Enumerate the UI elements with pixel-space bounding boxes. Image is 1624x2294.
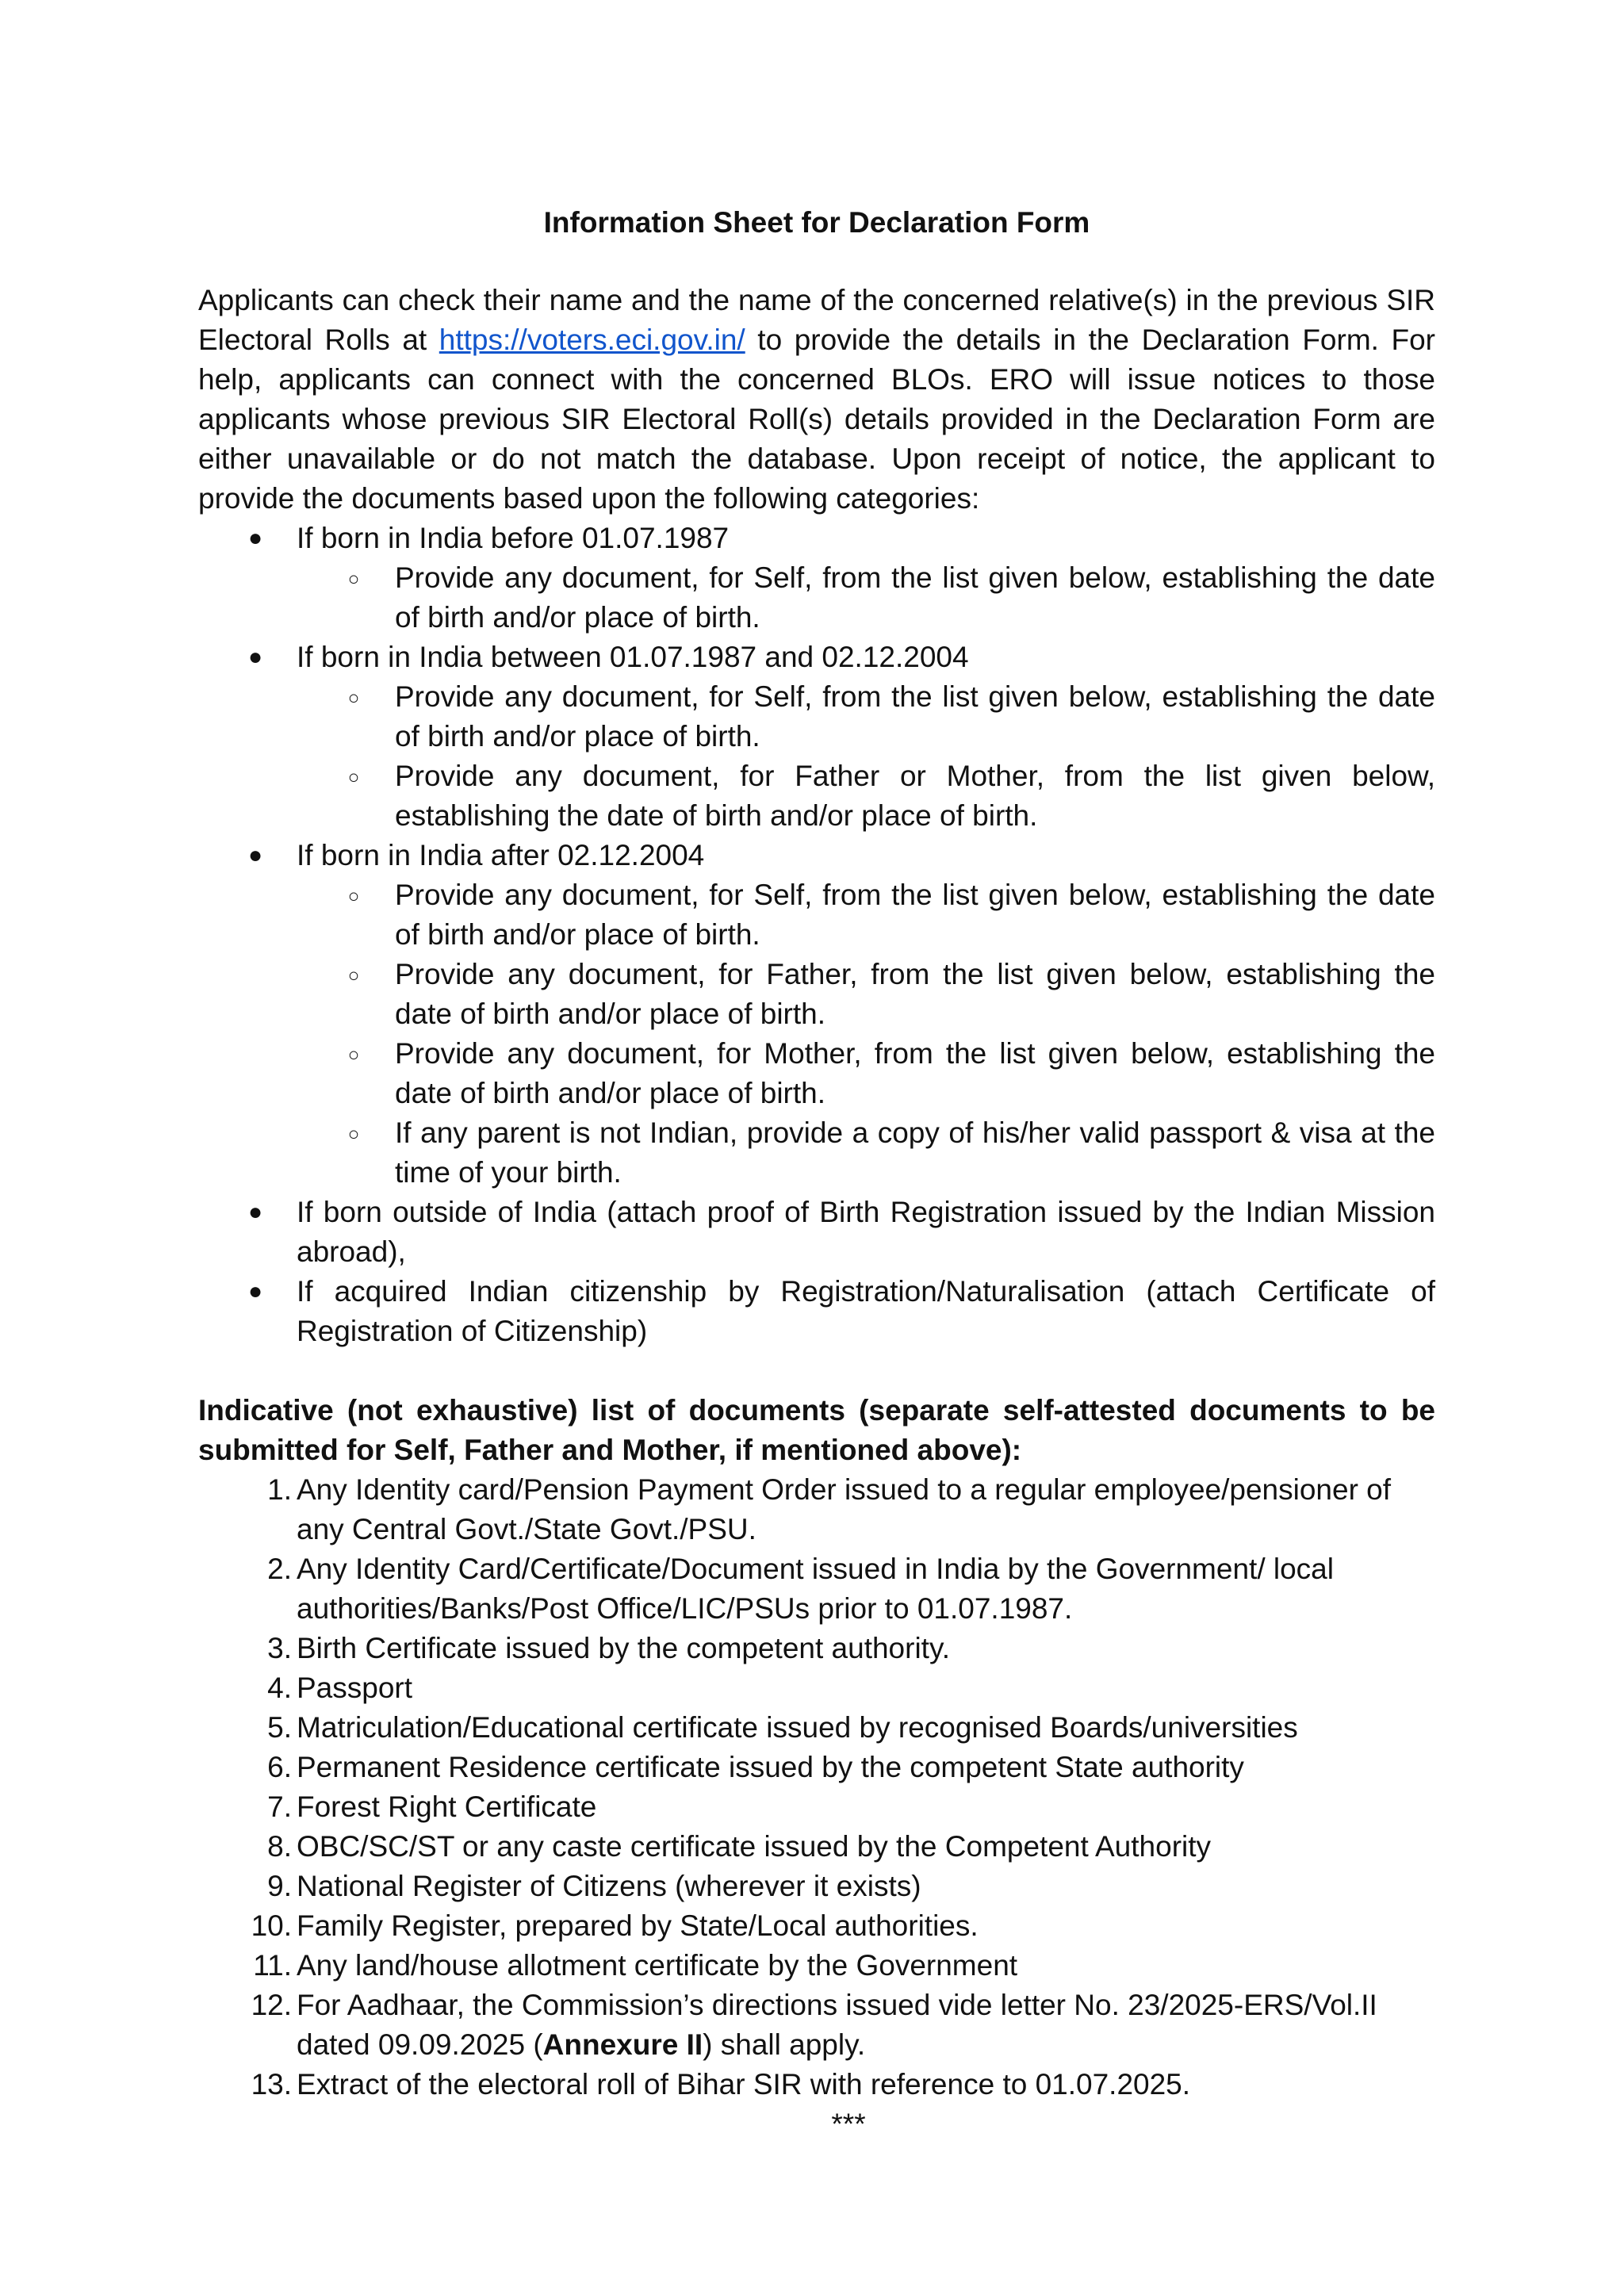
bullet-icon: ● (247, 842, 263, 868)
document-text-end: ) shall apply. (703, 2028, 866, 2061)
category-label: If acquired Indian citizenship by Registration/Naturalisation (attach Certificate of Registration of Citizenship) (297, 1275, 1435, 1347)
sub-item-text: Provide any document, for Self, from the list given below, establishing the date of birth and/or place of birth. (395, 879, 1435, 951)
document-text: National Register of Citizens (wherever it exists) (297, 1870, 921, 1902)
category-item (198, 519, 1435, 638)
document-text: For Aadhaar, the Commission’s directions issued vide letter No. 23/2025-ERS/Vol.II dated 09.09.2025 ( (297, 1989, 1377, 2061)
category-label: If born in India after 02.12.2004 (297, 839, 705, 871)
sub-item (297, 756, 1435, 836)
bullet-icon: ● (247, 1199, 263, 1225)
category-item (198, 1272, 1435, 1351)
documents-list (198, 1470, 1435, 2104)
document-number: 7. (267, 1790, 292, 1823)
intro-paragraph (198, 281, 1435, 519)
sub-list (297, 677, 1435, 836)
document-number: 12. (251, 1989, 292, 2021)
circle-bullet-icon: ○ (347, 687, 360, 709)
sub-item-text: Provide any document, for Father or Mother, from the list given below, establishing the date of birth and/or place of birth. (395, 760, 1435, 832)
document-item (198, 1946, 1435, 1986)
document-number: 13. (251, 2068, 292, 2101)
document-item (198, 1867, 1435, 1906)
annexure-reference: Annexure II (542, 2028, 703, 2061)
document-text: Any land/house allotment certificate by the Government (297, 1949, 1018, 1982)
bullet-icon: ● (247, 644, 263, 670)
category-item (198, 836, 1435, 1193)
page-title: Information Sheet for Declaration Form (543, 206, 1090, 239)
document-number: 11. (253, 1949, 292, 1982)
sub-item (297, 955, 1435, 1034)
document-number: 10. (251, 1909, 292, 1942)
sub-item-text: Provide any document, for Self, from the list given below, establishing the date of birth and/or place of birth. (395, 561, 1435, 634)
document-page (198, 203, 1435, 2144)
intro-text-before: Applicants can check their name and the name of the concerned relative(s) in the previous SIR Electoral Rolls at (198, 284, 1435, 356)
category-list (198, 519, 1435, 1351)
document-item (198, 2065, 1435, 2104)
documents-heading: Indicative (not exhaustive) list of documents (separate self-attested documents to be submitted for Self, Father and Mother, if mentioned above): (198, 1394, 1435, 1466)
end-mark: *** (831, 2108, 866, 2140)
category-label: If born outside of India (attach proof of Birth Registration issued by the Indian Mission abroad), (297, 1196, 1435, 1268)
document-text: Permanent Residence certificate issued by the competent State authority (297, 1751, 1244, 1783)
document-item (198, 1668, 1435, 1708)
sub-item-text: Provide any document, for Mother, from the list given below, establishing the date of birth and/or place of birth. (395, 1037, 1435, 1109)
document-item (198, 1787, 1435, 1827)
document-item (198, 1906, 1435, 1946)
document-number: 1. (267, 1473, 292, 1506)
sub-item-text: If any parent is not Indian, provide a copy of his/her valid passport & visa at the time of your birth. (395, 1116, 1435, 1189)
document-number: 4. (267, 1672, 292, 1704)
circle-bullet-icon: ○ (347, 1124, 360, 1145)
sub-item (297, 875, 1435, 955)
sub-item-text: Provide any document, for Father, from the list given below, establishing the date of birth and/or place of birth. (395, 958, 1435, 1030)
sub-item (297, 677, 1435, 756)
sub-item (297, 558, 1435, 638)
document-item (198, 1708, 1435, 1748)
document-item (198, 1470, 1435, 1549)
document-item (198, 1549, 1435, 1629)
circle-bullet-icon: ○ (347, 767, 360, 788)
category-item (198, 638, 1435, 836)
document-text: Passport (297, 1672, 413, 1704)
document-text: Birth Certificate issued by the competent authority. (297, 1632, 950, 1664)
bullet-icon: ● (247, 525, 263, 551)
bullet-icon: ● (247, 1278, 263, 1304)
category-label: If born in India before 01.07.1987 (297, 522, 730, 554)
document-item (198, 1748, 1435, 1787)
document-number: 5. (267, 1711, 292, 1744)
sub-list (297, 558, 1435, 638)
document-item (198, 1827, 1435, 1867)
sub-item-text: Provide any document, for Self, from the list given below, establishing the date of birth and/or place of birth. (395, 680, 1435, 753)
document-text: Any Identity Card/Certificate/Document issued in India by the Government/ local authorities/Banks/Post Office/LIC/PSUs prior to 01.07.1987. (297, 1553, 1334, 1625)
circle-bullet-icon: ○ (347, 569, 360, 590)
document-text: Extract of the electoral roll of Bihar SIR with reference to 01.07.2025. (297, 2068, 1191, 2101)
document-text: Family Register, prepared by State/Local authorities. (297, 1909, 979, 1942)
document-number: 9. (267, 1870, 292, 1902)
document-number: 6. (267, 1751, 292, 1783)
document-number: 8. (267, 1830, 292, 1863)
document-number: 3. (267, 1632, 292, 1664)
category-label: If born in India between 01.07.1987 and 02.12.2004 (297, 641, 969, 673)
circle-bullet-icon: ○ (347, 965, 360, 986)
document-text: Forest Right Certificate (297, 1790, 597, 1823)
circle-bullet-icon: ○ (347, 886, 360, 907)
document-number: 2. (267, 1553, 292, 1585)
category-item (198, 1193, 1435, 1272)
voters-portal-link[interactable]: https://voters.eci.gov.in/ (439, 324, 745, 356)
document-text: OBC/SC/ST or any caste certificate issued by the Competent Authority (297, 1830, 1212, 1863)
document-item (198, 1986, 1435, 2065)
sub-item (297, 1034, 1435, 1113)
intro-text-after: to provide the details in the Declaration Form. For help, applicants can connect with the concerned BLOs. ERO will issue notices to those applicants whose previous SIR Electoral Roll(s) details provided in the Declaration Form are either unavailable or do not match the database. Upon receipt of notice, the applicant to provide the documents based upon the following categories: (198, 324, 1435, 515)
sub-list (297, 875, 1435, 1193)
document-item (198, 1629, 1435, 1668)
sub-item (297, 1113, 1435, 1193)
circle-bullet-icon: ○ (347, 1044, 360, 1066)
document-text: Matriculation/Educational certificate issued by recognised Boards/universities (297, 1711, 1298, 1744)
document-text: Any Identity card/Pension Payment Order issued to a regular employee/pensioner of any Central Govt./State Govt./PSU. (297, 1473, 1392, 1545)
